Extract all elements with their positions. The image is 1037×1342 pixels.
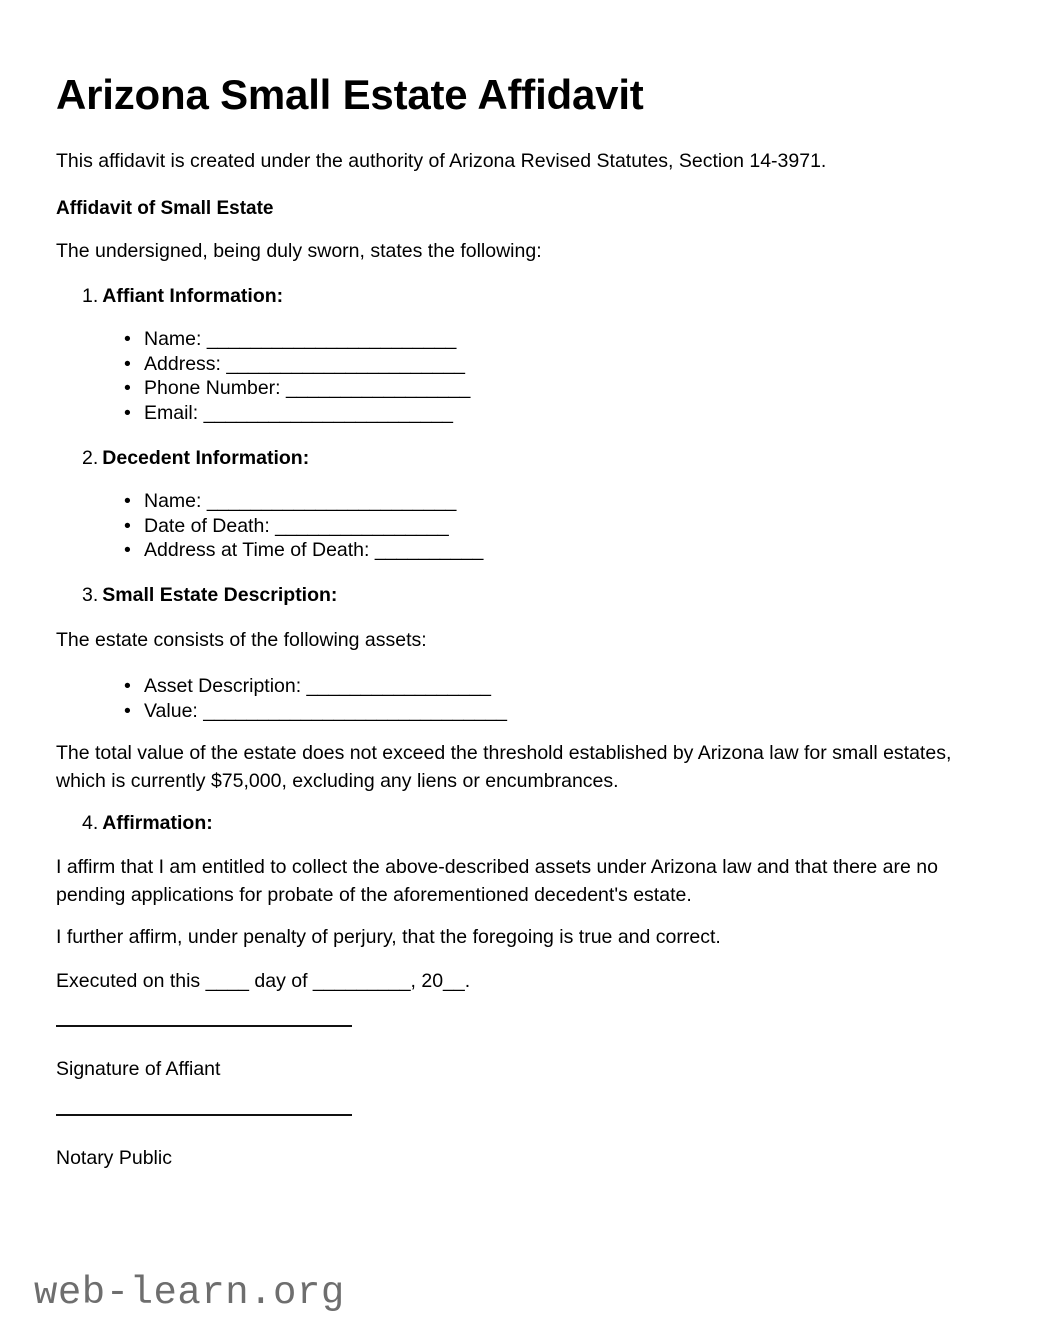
list-item: • Date of Death: ________________ [144,514,483,539]
threshold-paragraph: The total value of the estate does not exceed the threshold established by Arizona law for small estates, which is currently $75,000, excluding any liens or encumbrances. [56,742,952,792]
intro-paragraph: This affidavit is created under the authority of Arizona Revised Statutes, Section 14-3971. [56,150,827,172]
section-1-heading [82,283,283,309]
list-item: • Address at Time of Death: __________ [144,538,483,563]
affidavit-subheading: Affidavit of Small Estate [56,198,274,219]
site-watermark: web-learn.org [34,1271,345,1315]
execution-date-line: Executed on this ____ day of _________, 20__. [56,970,471,992]
decedent-information-list [100,489,483,563]
affirmation-paragraph-2: I further affirm, under penalty of perjury, that the foregoing is true and correct. [56,926,721,948]
assets-intro-paragraph: The estate consists of the following assets: [56,629,427,651]
affiant-information-list [100,327,470,425]
list-item: • Phone Number: _________________ [144,376,470,401]
section-3-label: Small Estate Description: [102,584,338,606]
list-item: • Value: ____________________________ [144,699,507,724]
section-1-number: 1. [82,285,99,307]
list-item: • Address: ______________________ [144,352,470,377]
affirmation-paragraph-1: I affirm that I am entitled to collect the above-described assets under Arizona law and that there are no pending applications for probate of the aforementioned decedent's estate. [56,856,938,906]
signature-rule-notary [56,1114,352,1116]
signature-label-affiant: Signature of Affiant [56,1058,221,1080]
lead-in-paragraph: The undersigned, being duly sworn, states the following: [56,240,542,262]
section-4-label: Affirmation: [102,812,213,834]
section-4-heading [82,810,213,836]
list-item: • Asset Description: _________________ [144,674,507,699]
page-title: Arizona Small Estate Affidavit [56,71,644,118]
section-4-number: 4. [82,812,99,834]
section-2-label: Decedent Information: [102,447,310,469]
section-2-number: 2. [82,447,99,469]
asset-list [100,674,507,723]
section-3-number: 3. [82,584,99,606]
section-1-label: Affiant Information: [102,285,284,307]
signature-label-notary: Notary Public [56,1147,172,1169]
list-item: • Name: _______________________ [144,489,483,514]
list-item: • Email: _______________________ [144,401,470,426]
section-3-heading [82,582,337,608]
list-item: • Name: _______________________ [144,327,470,352]
section-2-heading [82,445,309,471]
signature-rule-affiant [56,1025,352,1027]
